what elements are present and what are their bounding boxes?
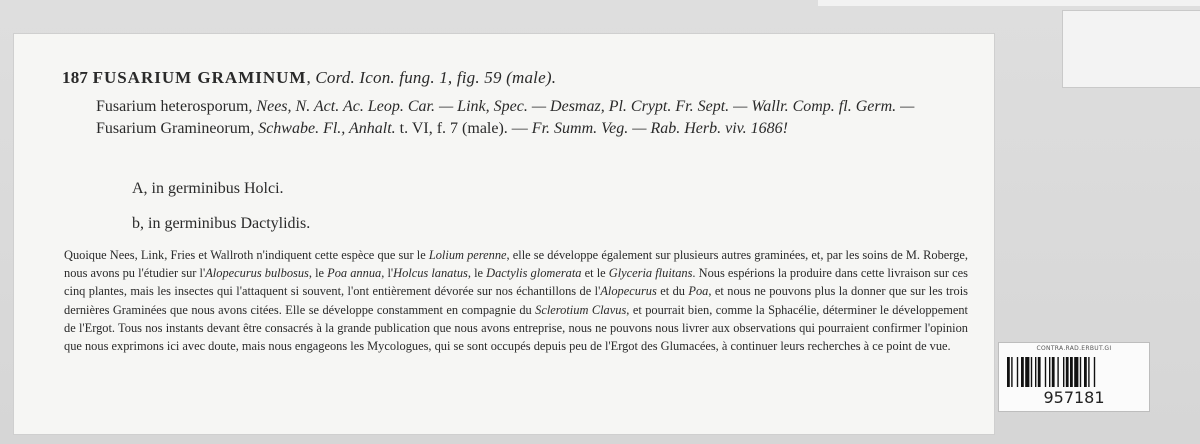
barcode-bar [1070, 357, 1073, 387]
notes-run: et du [656, 284, 689, 299]
notes-run: Alopecurus [600, 284, 657, 299]
barcode-bar [1080, 357, 1081, 387]
notes-run: , le [308, 266, 328, 281]
notes-paragraph [64, 246, 968, 355]
barcode-bar [1021, 357, 1024, 387]
barcode-bar [1094, 357, 1095, 387]
notes-run: Poa annua [327, 266, 382, 281]
synonymy-run: , Schwabe. Fl., Anhalt. [250, 120, 400, 137]
paper-edge-strip [818, 0, 1200, 6]
notes-run: . Nous espérions la produire dans cette livraison sur ces cinq plantes, mais les insectes qui l'attaquent si souvent, l'ont entièrement dévorée sur nos échantillons de l' [64, 266, 968, 299]
synonymy-run: Fusarium Gramineorum [96, 120, 251, 137]
barcode-bar [1035, 357, 1036, 387]
notes-run: Poa [688, 284, 709, 299]
synonymy-run: , Nees, N. Act. Ac. Leop. Car. — Link, Spec. — Desmaz, Pl. Crypt. Fr. Sept. — Wallr. Comp. fl. Germ. — [248, 98, 915, 115]
notes-run: , l' [381, 266, 394, 281]
barcode-bar [1011, 357, 1012, 387]
notes-run: Lolium perenne [428, 248, 507, 262]
notes-run: Alopecurus bulbosus [205, 266, 309, 281]
synonymy-run: Fusarium heterosporum [96, 98, 249, 115]
barcode-number: 957181 [1043, 388, 1105, 407]
barcode-bar [1088, 357, 1089, 387]
barcode-bar [1017, 357, 1018, 387]
barcode-bar [1025, 357, 1029, 387]
barcode-bar [1052, 357, 1055, 387]
notes-run: Quoique Nees, Link, Fries et Wallroth n'indiquent cette espèce que sur le [64, 248, 429, 262]
barcode-bar [1063, 357, 1064, 387]
notes-run: , et pourrait bien, comme la Sphacélie, déterminer le développement de l'Ergot. Tous nos instants devant être consacrés à la grande publication que nous avons entreprise, nous ne pouvons nous livrer aux observations qui pourraient confirmer l'opinion que nous exprimons ici avec doute, mais nous engageons les Mycologues, qui se sont occupés depuis peu de l'Ergot des Glumacées, à continuer leurs recherches à ce point de vue. [64, 302, 968, 354]
notes-run: et le [581, 266, 609, 281]
entry-heading: 187 FUSARIUM GRAMINUM, Cord. Icon. fung. 1, fig. 59 (male). [62, 68, 557, 87]
barcode-caption: CONTRA.RAD.ERBUT.GI [1036, 345, 1112, 352]
synonymy-run: t. VI, f. 7 (male). — [399, 120, 532, 137]
notes-run: Glyceria fluitans [608, 266, 693, 281]
habitat-a: A, in germinibus Holci. [132, 180, 284, 197]
barcode-bars [1007, 357, 1141, 387]
synonymy-paragraph [96, 96, 976, 140]
notes-run: , le [467, 266, 487, 281]
synonymy-run: Fr. Summ. Veg. — Rab. Herb. viv. 1686! [531, 120, 788, 137]
barcode-bar [1038, 357, 1041, 387]
habitat-b: b, in germinibus Dactylidis. [132, 215, 311, 232]
species-citation: Cord. Icon. fung. 1, fig. 59 (male). [315, 68, 557, 87]
barcode-bar [1031, 357, 1032, 387]
barcode-label [998, 342, 1150, 412]
barcode-bar [1066, 357, 1069, 387]
printed-specimen-label [14, 34, 994, 434]
notes-run: , et nous ne pouvons plus la donner que sur les trois dernières Graminées que nous avons citées. Elle se développe constamment en compagnie du [64, 284, 968, 317]
barcode-bar [1049, 357, 1050, 387]
adjacent-paper-card [1062, 10, 1200, 88]
entry-number: 187 [62, 68, 89, 87]
barcode-bar [1074, 357, 1078, 387]
species-name: FUSARIUM GRAMINUM [92, 68, 307, 87]
notes-run: , elle se développe également sur plusieurs autres graminées, et, par les soins de M. Roberge, nous avons pu l'étudier sur l' [64, 248, 968, 281]
barcode-bar [1045, 357, 1046, 387]
barcode-bar [1007, 357, 1010, 387]
notes-run: Holcus lanatus [393, 266, 468, 281]
barcode-bar [1084, 357, 1087, 387]
notes-run: Dactylis glomerata [486, 266, 582, 281]
notes-run: Sclerotium Clavus [535, 302, 627, 317]
barcode-bar [1057, 357, 1058, 387]
